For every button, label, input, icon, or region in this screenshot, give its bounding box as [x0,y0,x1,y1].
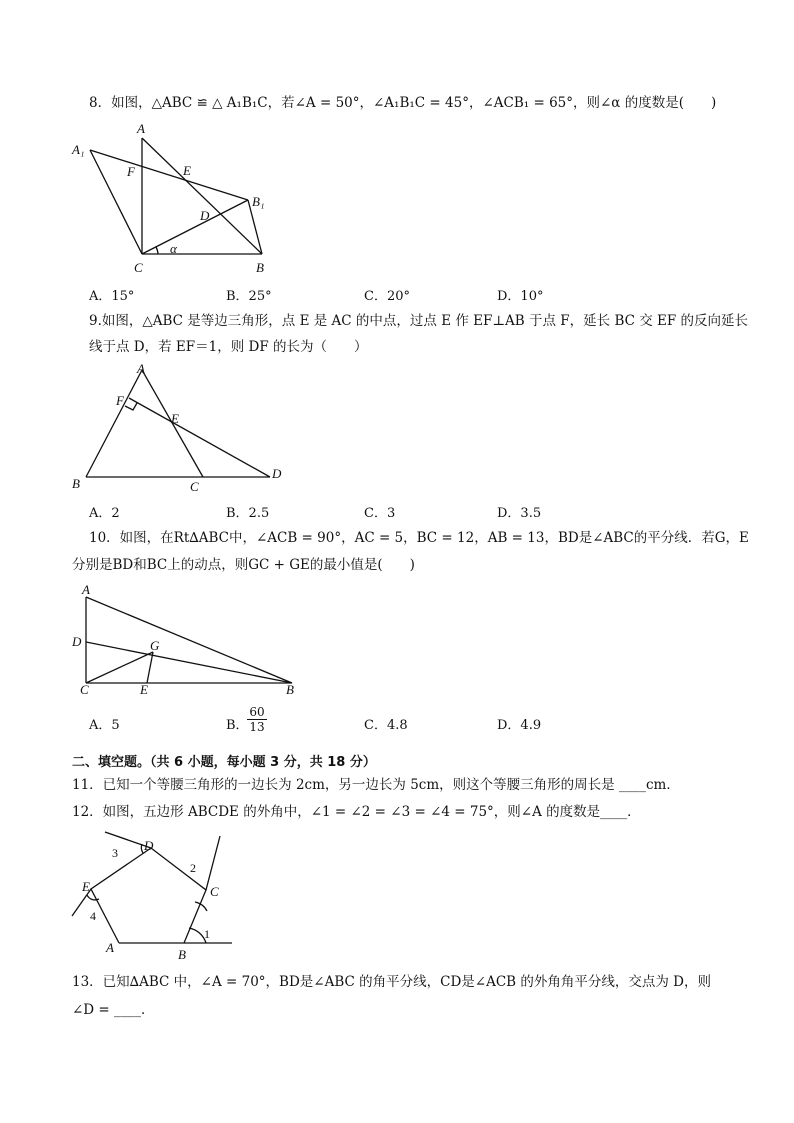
q10-option-b-fraction [247,705,267,735]
q12-label-4: 4 [90,909,96,923]
q9-label-C: C [190,479,199,494]
q10-stem-line1: 10．如图，在Rt∆ABC中，∠ACB = 90°，AC = 5，BC = 12，AB = 13，BD是∠ABC的平分线．若G，E [89,530,749,546]
q8-label-alpha: α [170,241,177,256]
q12-label-A: A [106,940,114,955]
q8-label-C: C [134,260,143,275]
q10-label-B: B [286,682,294,697]
q8-option-c: C．20° [364,289,410,304]
q8-label-B: B [256,260,264,275]
q10-option-b: B． [226,718,249,733]
q13-stem-line2: ∠D = ____． [72,1002,155,1018]
q8-label-D: D [200,208,210,223]
q10-fraction-denominator: 13 [247,719,267,734]
q9-option-c: C．3 [364,506,396,521]
q8-label-F: F [127,164,135,179]
q12-label-1: 1 [204,927,210,941]
q12-label-E: E [82,879,90,894]
q8-label-E: E [183,163,191,178]
q12-label-B: B [178,947,186,962]
q8-figure [70,120,290,280]
q9-figure [70,360,290,495]
q9-stem-line1: 9.如图，△ABC 是等边三角形，点 E 是 AC 的中点，过点 E 作 EF⊥AB 于点 F，延长 BC 交 EF 的反向延长 [89,313,749,329]
q10-option-a: A．5 [89,718,120,733]
q11-stem: 11．已知一个等腰三角形的一边长为 2cm，另一边长为 5cm，则这个等腰三角形的周长是 ____cm． [72,777,680,793]
q12-label-3: 3 [112,846,118,860]
q10-option-c: C．4.8 [364,718,408,733]
q9-label-A: A [137,361,145,376]
q10-stem-line2: 分别是BD和BC上的动点，则GC + GE的最小值是( ) [72,557,415,573]
q8-label-B1: B₁ [252,194,265,209]
q9-option-a: A．2 [89,506,120,521]
q12-label-2: 2 [190,861,196,875]
q8-label-A1: A₁ [72,142,85,157]
q12-figure [70,828,250,963]
q10-label-E: E [140,682,148,697]
q10-figure [70,580,310,700]
q8-label-A: A [137,121,145,136]
q10-fraction-numerator: 60 [249,705,265,719]
q10-option-d: D．4.9 [497,718,542,733]
q9-stem-line2: 线于点 D，若 EF＝1，则 DF 的长为（ ） [89,339,368,355]
q8-option-d: D．10° [497,289,544,304]
q9-label-E: E [171,411,179,426]
q10-label-G: G [150,638,160,653]
q12-label-C: C [210,884,219,899]
q13-stem-line1: 13．已知∆ABC 中，∠A = 70°，BD是∠ABC 的角平分线，CD是∠ACB 的外角角平分线，交点为 D，则 [72,974,711,990]
q9-label-B: B [72,476,80,491]
q9-option-d: D．3.5 [497,506,542,521]
q10-label-C: C [80,682,89,697]
q12-stem: 12．如图，五边形 ABCDE 的外角中，∠1 = ∠2 = ∠3 = ∠4 = 75°，则∠A 的度数是____． [72,804,641,820]
q8-option-a: A．15° [89,289,135,304]
q10-label-A: A [82,582,90,597]
q12-label-D: D [144,838,154,853]
q9-label-F: F [116,393,124,408]
q8-option-b: B．25° [226,289,272,304]
section-2-heading: 二、填空题。（共 6 小题，每小题 3 分，共 18 分） [72,755,376,770]
q9-option-b: B．2.5 [226,506,270,521]
q8-stem: 8．如图，△ABC ≌ △ A₁B₁C，若∠A = 50°，∠A₁B₁C = 45°，∠ACB₁ = 65°，则∠α 的度数是( ) [89,95,717,111]
q9-label-D: D [272,466,282,481]
q10-label-D: D [72,634,82,649]
